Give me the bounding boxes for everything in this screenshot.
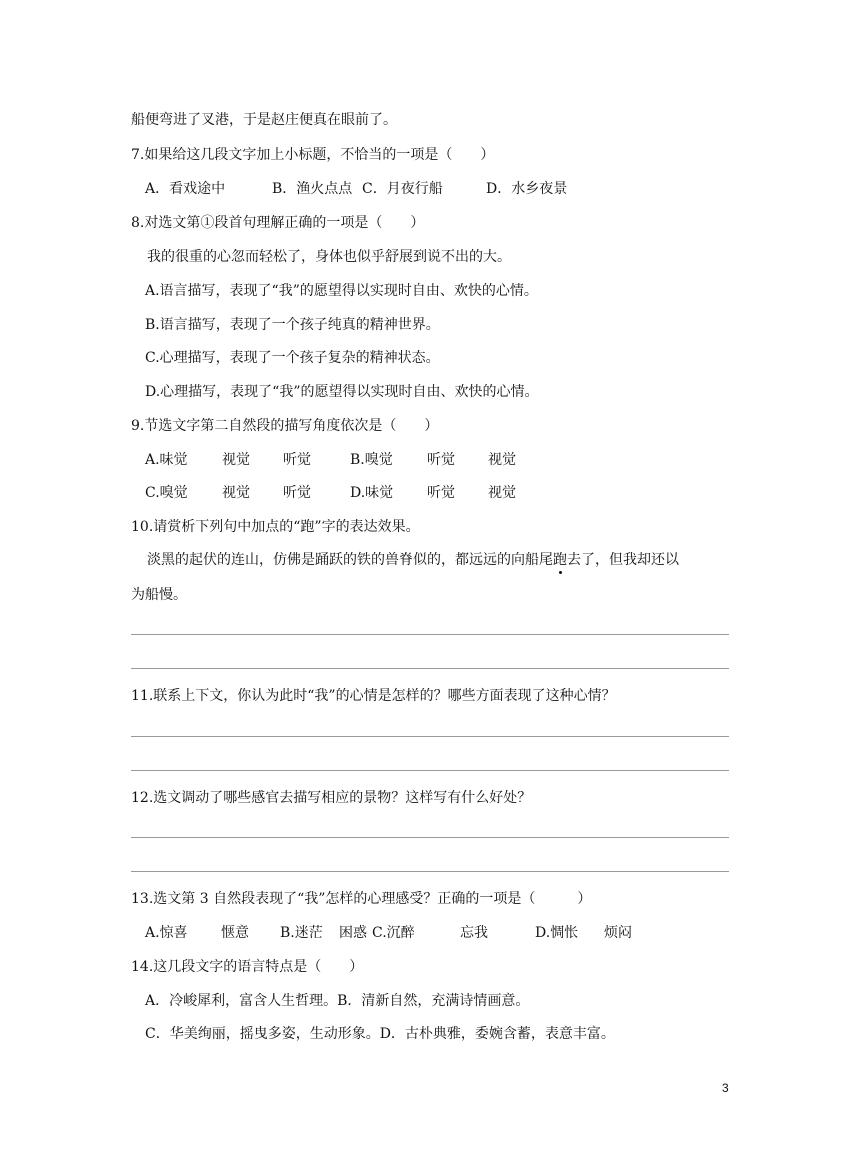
- q9-cell: A.味觉: [145, 452, 188, 468]
- option-d-text: 烦闷: [604, 925, 632, 941]
- q9-cell: D.味觉: [350, 485, 394, 501]
- q9-cell: 视觉: [488, 485, 516, 501]
- question-13: 13.选文第 3 自然段表现了“我”怎样的心理感受？正确的一项是（ ）: [131, 891, 592, 907]
- option-d: D．水乡夜景: [486, 181, 568, 197]
- question-8-quote: 我的很重的心忽而轻松了，身体也似乎舒展到说不出的大。: [147, 249, 511, 265]
- question-8-option-c: C.心理描写，表现了一个孩子复杂的精神状态。: [145, 350, 440, 366]
- q9-cell: 视觉: [488, 452, 516, 468]
- question-10: 10.请赏析下列句中加点的“跑”字的表达效果。: [131, 519, 420, 535]
- option-c: C.沉醉: [372, 925, 415, 941]
- question-8-option-d: D.心理描写，表现了“我”的愿望得以实现时自由、欢快的心情。: [145, 384, 539, 400]
- answer-line[interactable]: [131, 736, 729, 737]
- option-a: A．看戏途中: [145, 181, 226, 197]
- q9-cell: 听觉: [427, 452, 455, 468]
- answer-line[interactable]: [131, 634, 729, 635]
- question-14-options-line-2: C．华美绚丽，摇曳多姿，生动形象。D．古朴典雅，委婉含蓄，表意丰富。: [145, 1026, 615, 1042]
- quote-text: 淡黑的起伏的连山，仿佛是踊跃的铁的兽脊似的，都远远的向船尾: [147, 552, 553, 568]
- question-9-row-2: [145, 483, 516, 503]
- option-b: B.迷茫: [280, 925, 323, 941]
- option-a-text: 惬意: [221, 925, 249, 941]
- answer-line[interactable]: [131, 668, 729, 669]
- q9-cell: 听觉: [283, 452, 311, 468]
- question-7: 7.如果给这几段文字加上小标题，不恰当的一项是（ ）: [131, 147, 495, 163]
- question-7-options: [145, 179, 567, 199]
- quote-text: 去了，但我却还以: [567, 552, 679, 568]
- intro-line: 船便弯进了叉港，于是赵庄便真在眼前了。: [131, 112, 397, 128]
- question-10-quote-line2: 为船慢。: [131, 587, 187, 603]
- question-10-quote: [147, 550, 679, 570]
- question-12: 12.选文调动了哪些感官去描写相应的景物？这样写有什么好处？: [131, 790, 532, 806]
- option-d: D.惆怅: [535, 925, 579, 941]
- q9-cell: 视觉: [222, 452, 250, 468]
- question-8: 8.对选文第①段首句理解正确的一项是（ ）: [131, 215, 425, 231]
- option-c: C．月夜行船: [362, 181, 443, 197]
- question-13-options: [145, 923, 632, 943]
- question-8-option-a: A.语言描写，表现了“我”的愿望得以实现时自由、欢快的心情。: [145, 283, 538, 299]
- option-c-text: 忘我: [460, 925, 488, 941]
- q9-cell: C.嗅觉: [145, 485, 188, 501]
- option-b: B．渔火点点: [272, 181, 353, 197]
- question-9: 9.节选文字第二自然段的描写角度依次是（ ）: [131, 418, 439, 434]
- page-number: 3: [722, 1081, 729, 1095]
- q9-cell: 视觉: [222, 485, 250, 501]
- question-8-option-b: B.语言描写，表现了一个孩子纯真的精神世界。: [145, 317, 440, 333]
- dotted-character: 跑: [553, 552, 567, 568]
- question-11: 11.联系上下文，你认为此时“我”的心情是怎样的？哪些方面表现了这种心情？: [131, 688, 616, 704]
- question-9-row-1: [145, 450, 516, 470]
- option-a: A.惊喜: [145, 925, 188, 941]
- question-14: 14.这几段文字的语言特点是（ ）: [131, 959, 364, 975]
- answer-line[interactable]: [131, 837, 729, 838]
- q9-cell: B.嗅觉: [350, 452, 393, 468]
- answer-line[interactable]: [131, 770, 729, 771]
- q9-cell: 听觉: [427, 485, 455, 501]
- question-14-options-line-1: A．冷峻犀利，富含人生哲理。B．清新自然，充满诗情画意。: [145, 993, 530, 1009]
- q9-cell: 听觉: [283, 485, 311, 501]
- answer-line[interactable]: [131, 871, 729, 872]
- option-b-text: 困惑: [339, 925, 367, 941]
